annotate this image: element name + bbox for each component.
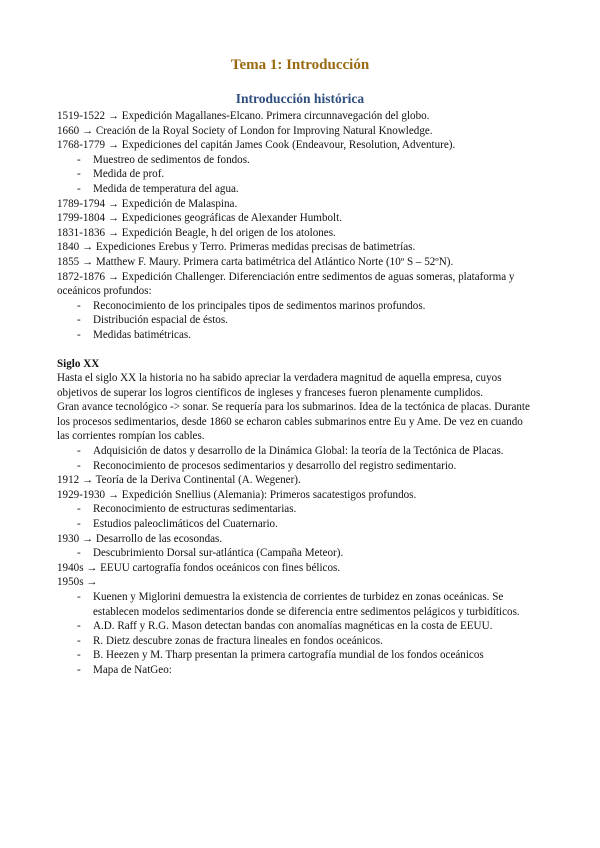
list-item-text: Estudios paleoclimáticos del Cuaternario.	[93, 518, 278, 531]
dash-marker: -	[77, 445, 81, 458]
dash-marker: -	[77, 649, 81, 662]
list-item	[57, 648, 537, 663]
dash-marker: -	[77, 328, 81, 341]
list-item	[57, 444, 537, 459]
list-item-text: Reconocimiento de estructuras sedimentarias.	[93, 503, 297, 516]
text-line: 1799-1804 → Expediciones geográficas de Alexander Humbolt.	[57, 212, 342, 225]
list-item	[57, 663, 537, 678]
text-line: 1660 → Creación de la Royal Society of London for Improving Natural Knowledge.	[57, 124, 433, 137]
list-item-text: R. Dietz descubre zonas de fractura lineales en fondos oceánicos.	[93, 634, 383, 647]
dash-marker: -	[77, 634, 81, 647]
dash-marker: -	[77, 314, 81, 327]
list-item-text: Mapa de NatGeo:	[93, 663, 172, 676]
list-item	[57, 619, 537, 634]
list-item-text: Medidas batimétricas.	[93, 328, 191, 341]
dash-marker: -	[77, 459, 81, 472]
list-item-text: A.D. Raff y R.G. Mason detectan bandas con anomalías magnéticas en la costa de EEUU.	[93, 620, 493, 633]
text-line: 1929-1930 → Expedición Snellius (Alemania): Primeros sacatestigos profundos.	[57, 488, 417, 501]
list-item	[57, 502, 537, 517]
text-line: 1768-1779 → Expediciones del capitán James Cook (Endeavour, Resolution, Adventure).	[57, 139, 456, 152]
text-paragraph: Hasta el siglo XX la historia no ha sabido apreciar la verdadera magnitud de aquella empresa, cuyos objetivos de superar los logros científicos de ingleses y franceses fueron plenamente cumplidos.	[57, 372, 502, 399]
list-item-text: Adquisición de datos y desarrollo de la Dinámica Global: la teoría de la Tectónica de Placas.	[93, 445, 504, 458]
text-line: 1950s →	[57, 576, 98, 589]
list-item-text: Descubrimiento Dorsal sur-atlántica (Campaña Meteor).	[93, 547, 344, 560]
text-line: 1855 → Matthew F. Maury. Primera carta batimétrica del Atlántico Norte (10º S – 52ºN).	[57, 255, 454, 268]
list-item-text: Medida de prof.	[93, 168, 165, 181]
text-line: 1519-1522 → Expedición Magallanes-Elcano. Primera circunnavegación del globo.	[57, 110, 430, 122]
dash-marker: -	[77, 620, 81, 633]
list-item-text: Reconocimiento de procesos sedimentarios y desarrollo del registro sedimentario.	[93, 459, 457, 472]
list-item-text: Medida de temperatura del agua.	[93, 182, 239, 195]
dash-marker: -	[77, 518, 81, 531]
list-item-text: Muestreo de sedimentos de fondos.	[93, 153, 250, 166]
text-line: 1789-1794 → Expedición de Malaspina.	[57, 197, 238, 210]
text-line: 1940s → EEUU cartografía fondos oceánicos con fines bélicos.	[57, 561, 341, 574]
text-line: 1930 → Desarrollo de las ecosondas.	[57, 532, 223, 545]
dash-marker: -	[77, 663, 81, 676]
page-title: Tema 1: Introducción	[230, 57, 370, 73]
dash-marker: -	[77, 168, 81, 181]
dash-marker: -	[77, 503, 81, 516]
text-paragraph: Gran avance tecnológico -> sonar. Se requería para los submarinos. Idea de la tectónica de placas. Durante los procesos sedimentarios, desde 1860 se echaron cables submarinos entre Eu y Ame. De vez en cuando las corrientes rompían los cables.	[57, 401, 530, 443]
list-item	[57, 634, 537, 649]
section-title: Introducción histórica	[235, 91, 365, 106]
list-item-text: Distribución espacial de éstos.	[93, 314, 228, 327]
list-item	[57, 153, 537, 168]
list-item	[57, 328, 537, 343]
text-line: 1831-1836 → Expedición Beagle, h del origen de los atolones.	[57, 226, 336, 239]
section-heading: Siglo XX	[57, 357, 100, 370]
dash-marker: -	[77, 182, 81, 195]
list-item	[57, 182, 537, 197]
list-item	[57, 167, 537, 182]
list-item	[57, 546, 537, 561]
list-item	[57, 299, 537, 314]
list-item	[57, 459, 537, 474]
document-body	[57, 109, 537, 678]
dash-marker: -	[77, 153, 81, 166]
dash-marker: -	[77, 547, 81, 560]
list-item	[57, 590, 537, 619]
text-paragraph: 1872-1876 → Expedición Challenger. Diferenciación entre sedimentos de aguas someras, plataforma y oceánicos profundos:	[57, 270, 515, 298]
list-item	[57, 517, 537, 532]
text-line: 1912 → Teoría de la Deriva Continental (A. Wegener).	[57, 474, 301, 487]
list-item-text: Kuenen y Miglorini demuestra la existencia de corrientes de turbidez en zonas oceánicas. Se establecen modelos sedimentarios donde se diferencia entre sedimentos pelágicos y turbidíticos.	[93, 591, 520, 618]
dash-marker: -	[77, 299, 81, 312]
list-item-text: B. Heezen y M. Tharp presentan la primera cartografía mundial de los fondos oceánicos	[93, 649, 484, 662]
list-item-text: Reconocimiento de los principales tipos de sedimentos marinos profundos.	[93, 299, 426, 312]
dash-marker: -	[77, 591, 81, 603]
list-item	[57, 313, 537, 328]
text-line: 1840 → Expediciones Erebus y Terro. Primeras medidas precisas de batimetrías.	[57, 241, 416, 254]
